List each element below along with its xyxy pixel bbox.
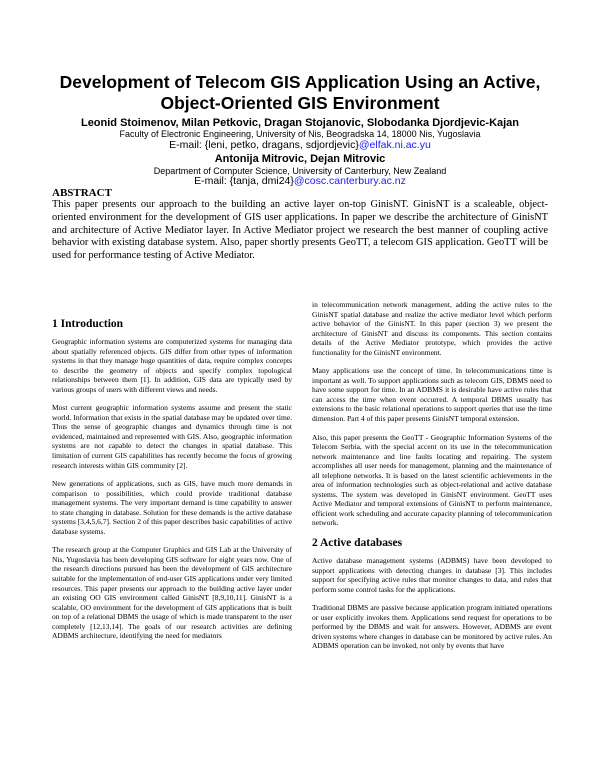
author-list-2: Antonija Mitrovic, Dejan Mitrovic <box>214 153 386 165</box>
email-prefix-2: E-mail: {tanja, dmi24} <box>194 175 294 187</box>
section-heading-introduction: 1 Introduction <box>52 318 124 330</box>
email-prefix-1: E-mail: {leni, petko, dragans, sdjordjevic} <box>169 139 359 151</box>
paragraph: Most current geographic information systems assume and present the static world. Information that exists in the spatial database may be updated over time. Thus the sense of geographic changes and dynamics through time is not evidenced, maintained and represented with GIS. Also, geographic information systems are not capable to detect the changes in spatial database. This limitation of current GIS capabilities has recently become the focus of growing research interests within GIS community [2]. <box>52 403 292 470</box>
paragraph: Geographic information systems are computerized systems for managing data about spatially referenced objects. GIS differ from other types of information systems in that they manage huge quantities of data, require complex concepts to describe the geometry of objects and specify complex topological relationships between them [1]. In addition, GIS data are typically used by various groups of users with different views and needs. <box>52 337 292 394</box>
author-list-1: Leonid Stoimenov, Milan Petkovic, Dragan Stojanovic, Slobodanka Djordjevic-Kajan <box>80 117 520 129</box>
paragraph: The research group at the Computer Graphics and GIS Lab at the University of Nis, Yugoslavia has been developing GIS software for eight years now. One of the research directions pursued has been the development of GIS architecture suitable for the implementation of end-user GIS applications under very limited resources. This paper presents our approach to the building active layer under an existing OO GIS environment called GinisNT [8,9,10,11]. GinisNT is a scalable, OO environment for the development of GIS applications that is built on top of a relational DBMS the usage of which is made transparent to the user completely [12,13,14]. The goals of our research activities are defining ADBMS architecture, identifying the need for mediators <box>52 545 292 641</box>
paragraph: Active database management systems (ADBMS) have been developed to support applications with detecting changes in database [3]. This includes support for specifying active rules that monitor changes to data, and rules that perform some control tasks for the applications. <box>312 556 552 594</box>
title-line-1: Development of Telecom GIS Application Using an Active, <box>59 72 541 92</box>
email-line-2 <box>40 175 560 187</box>
affiliation-2: Department of Computer Science, University of Canterbury, New Zealand <box>153 166 447 176</box>
email-domain-link-1[interactable]: @elfak.ni.ac.yu <box>358 139 431 151</box>
affiliation-1: Faculty of Electronic Engineering, University of Nis, Beogradska 14, 18000 Nis, Yugoslavia <box>119 129 481 139</box>
abstract-text: This paper presents our approach to the building an active layer on-top GinisNT. GinisNT is a scaleable, object-oriented environment for the development of GIS user applications. In paper we describe the architecture of GinisNT and architecture of Active Mediator layer. In Active Mediator project we research the best manner of coupling active behavior with existing database system. Also, paper shortly presents GeoTT, a telecom GIS application. GeoTT will be used for performance testing of Active Mediator. <box>52 199 548 262</box>
title-line-2: Object-Oriented GIS Environment <box>160 93 440 113</box>
paper-title <box>40 72 560 114</box>
abstract-heading: ABSTRACT <box>52 187 112 199</box>
left-column <box>52 318 292 650</box>
paragraph: New generations of applications, such as GIS, have much more demands in comparison to possibilities, which could provide traditional database management systems. The very important demand is time capability to answer to state changing in database. Solution for these demands is the active database systems [3,4,5,6,7]. Section 2 of this paper describes basic capabilities of active database systems. <box>52 479 292 536</box>
email-domain-link-2[interactable]: @cosc.canterbury.ac.nz <box>293 175 406 187</box>
email-line-1 <box>40 139 560 151</box>
paragraph: Traditional DBMS are passive because application program initiated operations or user explicitly invokes them. Applications send request for operations to be performed by the DBMS and wait for answers. However, ADBMS are event driven systems where changes in database can be monitored by active rules. An ADBMS operation can be invoked, not only by events that have <box>312 603 552 651</box>
section-heading-active-databases: 2 Active databases <box>312 537 403 550</box>
paragraph: in telecommunication network management, adding the active rules to the GinisNT spatial database and realize the active mediator level which perform active behavior of the GinisNT. In this paper (section 3) we present the architecture of GinisNT and discuss its components. This section contains details of the Active Mediator prototype, which provides the active functionality for the GinisNT environment. <box>312 300 552 357</box>
paragraph: Many applications use the concept of time. In telecommunications time is important as well. To support applications such as telecom GIS, DBMS need to have some support for time. In an ADBMS it is desirable have active rules that can access the time when event occurred. A temporal DBMS usually has extensions to the basic relational operations to support queries that use the time dimension. Part 4 of this paper presents GinisNT temporal extension. <box>312 366 552 424</box>
paragraph: Also, this paper presents the GeoTT - Geographic Information Systems of the Telecom Serbia, with the special accent on its use in the telecommunication network maintenance and line faults locating and repairing. The system accomplishes all user needs for management, planning and the maintenance of all telephone networks. It is based on the latest scientific achievements in the area of information technologies such as object-relational and active database systems. The system was developed in GinisNT environment. GeoTT uses Active Mediator and temporal extensions of GinisNT to perform maintenance, efficient work scheduling and accurate capacity planning of telecommunication network. <box>312 432 552 528</box>
right-column <box>312 300 552 660</box>
